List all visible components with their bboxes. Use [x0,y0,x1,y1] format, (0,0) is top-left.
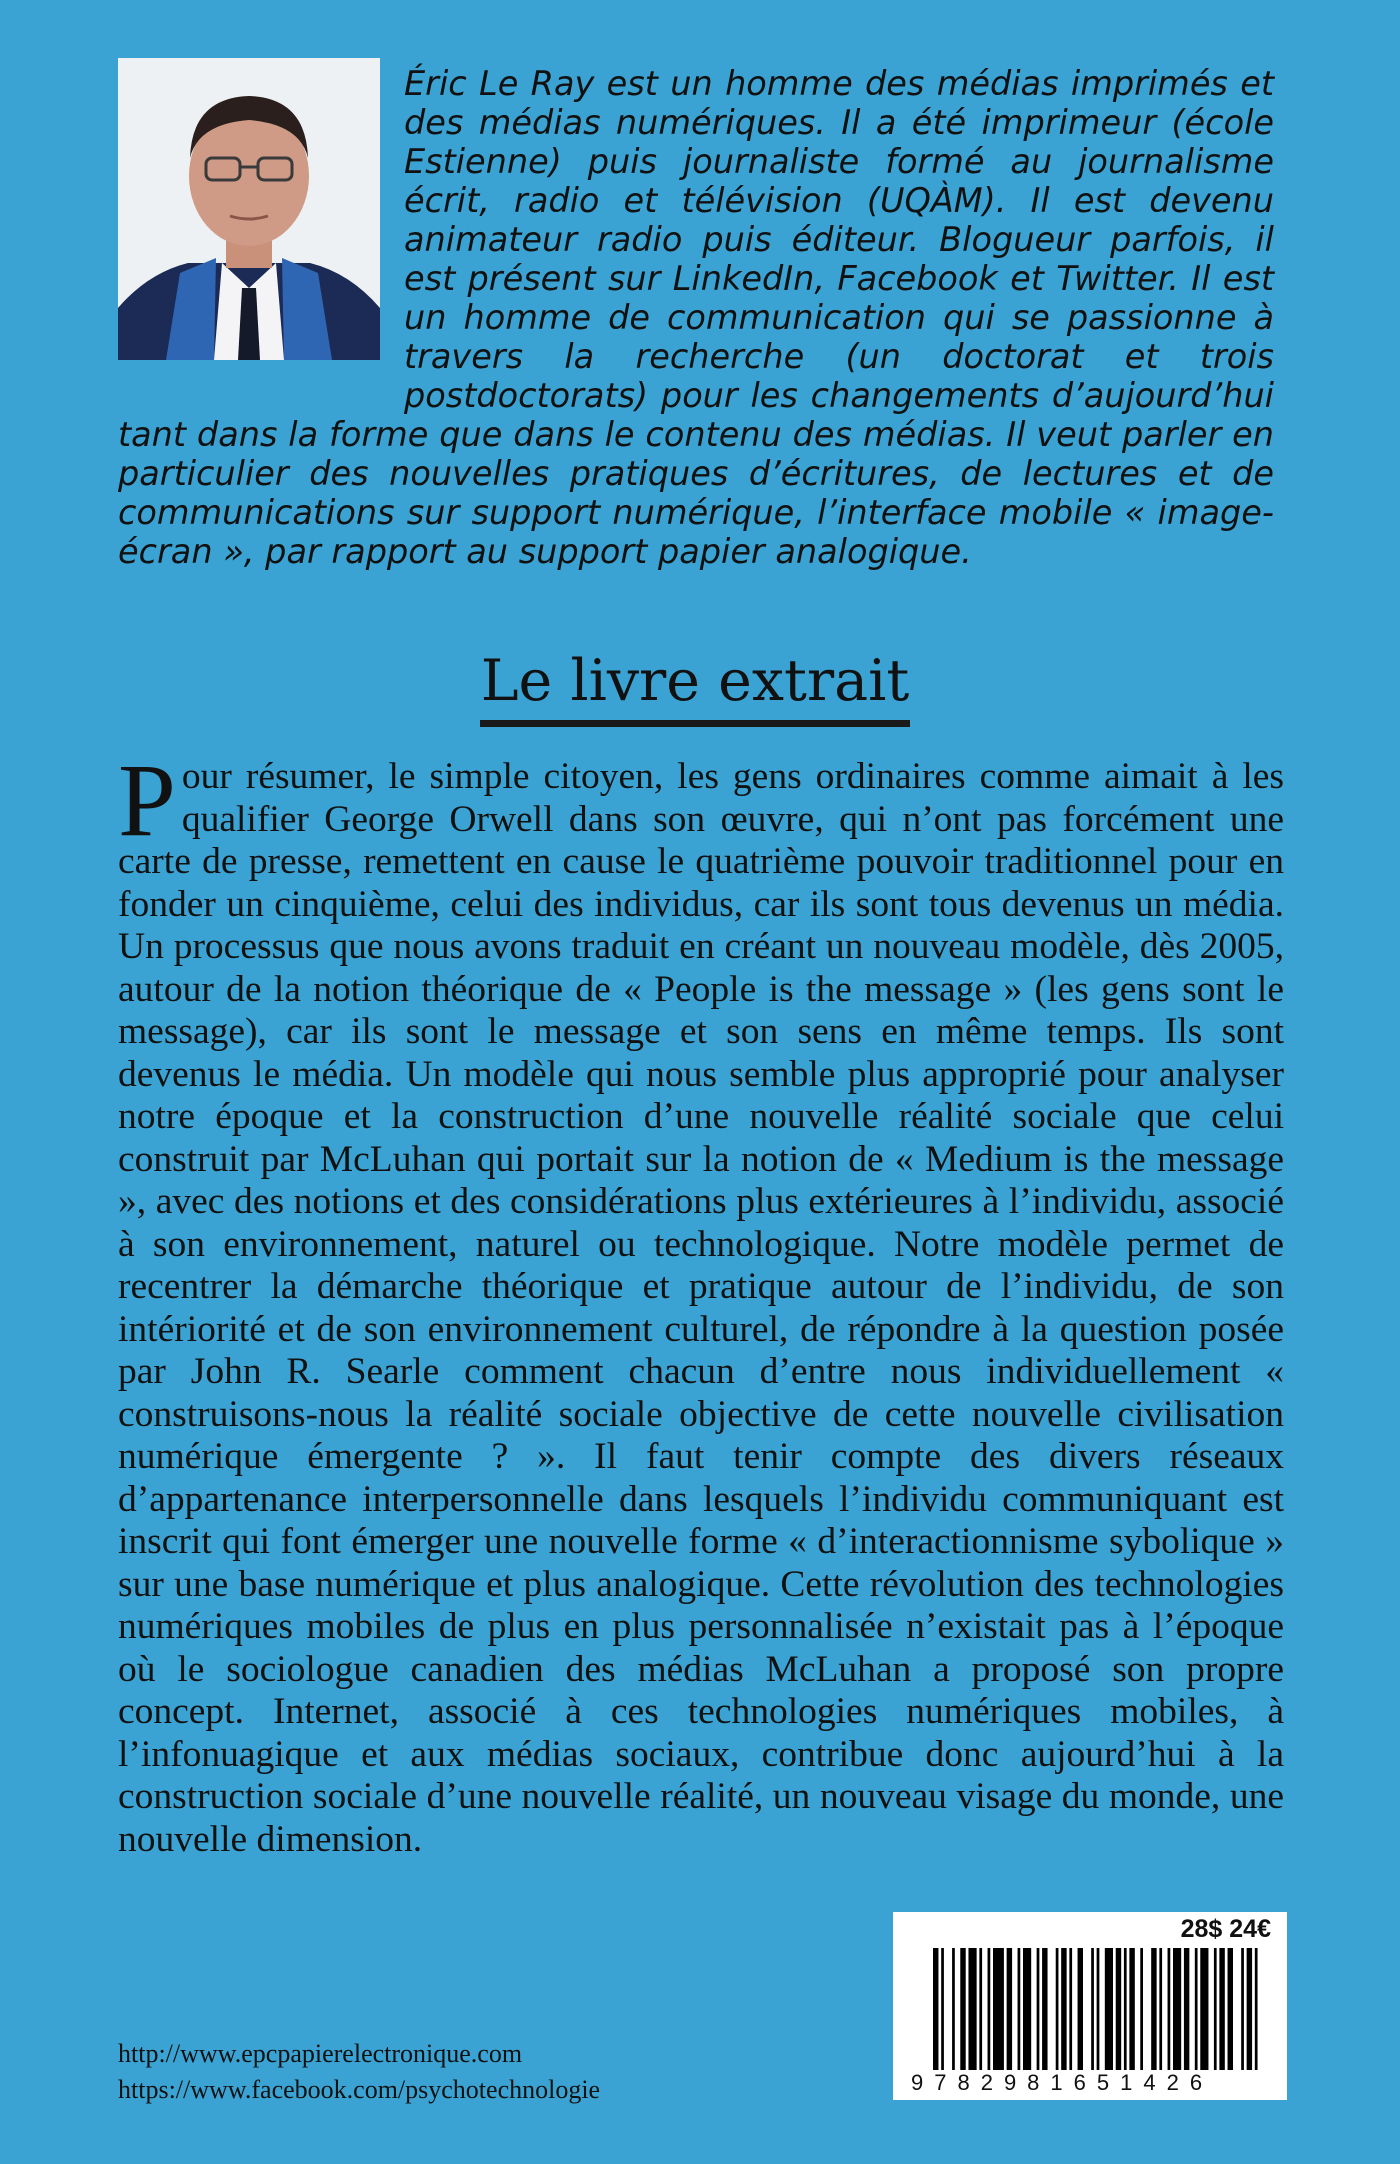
extract-text [118,743,1284,1861]
title-underline [480,720,910,727]
barcode-bar [941,1948,944,2070]
barcode-bar [1007,1948,1012,2070]
barcode-bar [979,1948,982,2070]
barcode-bars [933,1948,1263,2070]
barcode-bar [1151,1948,1156,2070]
barcode-bar [1241,1948,1244,2070]
extract-title: Le livre extrait [480,648,910,714]
barcode-bar [1140,1948,1143,2070]
barcode-bar [952,1948,955,2070]
barcode-bar [1056,1948,1059,2070]
barcode-bar [933,1948,938,2070]
barcode-bar [1018,1948,1021,2070]
barcode-bar [1228,1948,1233,2070]
barcode-bar [1255,1948,1258,2070]
barcode-bar [1219,1948,1224,2070]
barcode-bar [988,1948,991,2070]
barcode-bar [1023,1948,1031,2070]
barcode-bar [1168,1948,1171,2070]
barcode-bar [1037,1948,1040,2070]
barcode-bar [1097,1948,1100,2070]
links-block [118,2036,600,2108]
extract-body: our résumer, le simple citoyen, les gens ordinaires comme aimait à les qualifier George Orwell dans son œuvre, qui n’ont pas forcément une carte de presse, remettent en cause le quatrième pouvoir traditionnel pour en fonder un cinquième, celui des individus, car ils sont tous devenus un média. Un processus que nous avons traduit en créant un nouveau modèle, dès 2005, autour de la notion théorique de « People is the message » (les gens sont le message), car ils sont le message et son sens en même temps. Ils sont devenus le média. Un modèle qui nous semble plus approprié pour analyser notre époque et la construction d’une nouvelle réalité sociale que celui construit par McLuhan qui portait sur la notion de « Medium is the message », avec des notions et des considérations plus extérieures à l’individu, associé à son environnement, naturel ou technologique. Notre modèle permet de recentrer la démarche théorique et pratique autour de l’individu, de son intériorité et de son environnement culturel, de répondre à la question posée par John R. Searle comment chacun d’entre nous individuellement « construisons-nous la réalité sociale objective de cette nouvelle civilisation numérique émergente ? ». Il faut tenir compte des divers réseaux d’appartenance interpersonnelle dans lesquels l’individu communiquant est inscrit qui font émerger une nouvelle forme « d’interactionnisme sybolique » sur une base numérique et plus analogique. Cette révolution des technologies numériques mobiles de plus en plus personnalisée n’existait pas à l’époque où le sociologue canadien des médias McLuhan a proposé son propre concept. Internet, associé à ces technologies numériques mobiles, à l’infonuagique et aux médias sociaux, contribue donc aujourd’hui à la construction sociale d’une nouvelle réalité, un nouveau visage du monde, une nouvelle dimension. [118,756,1284,1860]
barcode-label [893,1912,1287,2100]
barcode-bar [1159,1948,1162,2070]
author-bio-text: Éric Le Ray est un homme des médias imprimés et des médias numériques. Il a été imprimeur (école Estienne) puis journaliste formé au journalisme écrit, radio et télévision (UQÀM). Il est devenu animateur radio puis éditeur. Blogueur parfois, il est présent sur LinkedIn, Facebook et Twitter. Il est un homme de communication qui se passionne à travers la recherche (un doctorat et trois postdoctorats) pour les changements d’aujourd’hui tant dans la forme que dans le contenu des médias. Il veut parler en particulier des nouvelles pratiques d’écritures, de lectures et de communications sur support numérique, l’interface mobile « image-écran », par rapport au support papier analogique. [118,64,1274,571]
drop-cap: P [118,743,176,858]
barcode-bar [960,1948,965,2070]
barcode-bar [1195,1948,1198,2070]
barcode-bar [1247,1948,1252,2070]
price-tag: 28$ 24€ [1180,1915,1271,1943]
barcode-bar [1214,1948,1217,2070]
barcode-bar [968,1948,976,2070]
barcode-bar [1061,1948,1066,2070]
barcode-bar [1105,1948,1113,2070]
barcode-bar [1069,1948,1072,2070]
barcode-bar [1173,1948,1181,2070]
barcode-bar [1091,1948,1094,2070]
barcode-bar [1129,1948,1134,2070]
website-link[interactable]: http://www.epcpapierelectronique.com [118,2039,523,2068]
barcode-bar [1200,1948,1208,2070]
barcode-bar [993,1948,1004,2070]
barcode-bar [1078,1948,1083,2070]
barcode-bar [1184,1948,1189,2070]
isbn-digits: 9782981651426 [911,2070,1214,2095]
barcode-bar [1116,1948,1121,2070]
author-bio [118,64,1274,571]
barcode-bar [1124,1948,1127,2070]
barcode-bar [1042,1948,1047,2070]
facebook-link[interactable]: https://www.facebook.com/psychotechnologie [118,2075,601,2104]
